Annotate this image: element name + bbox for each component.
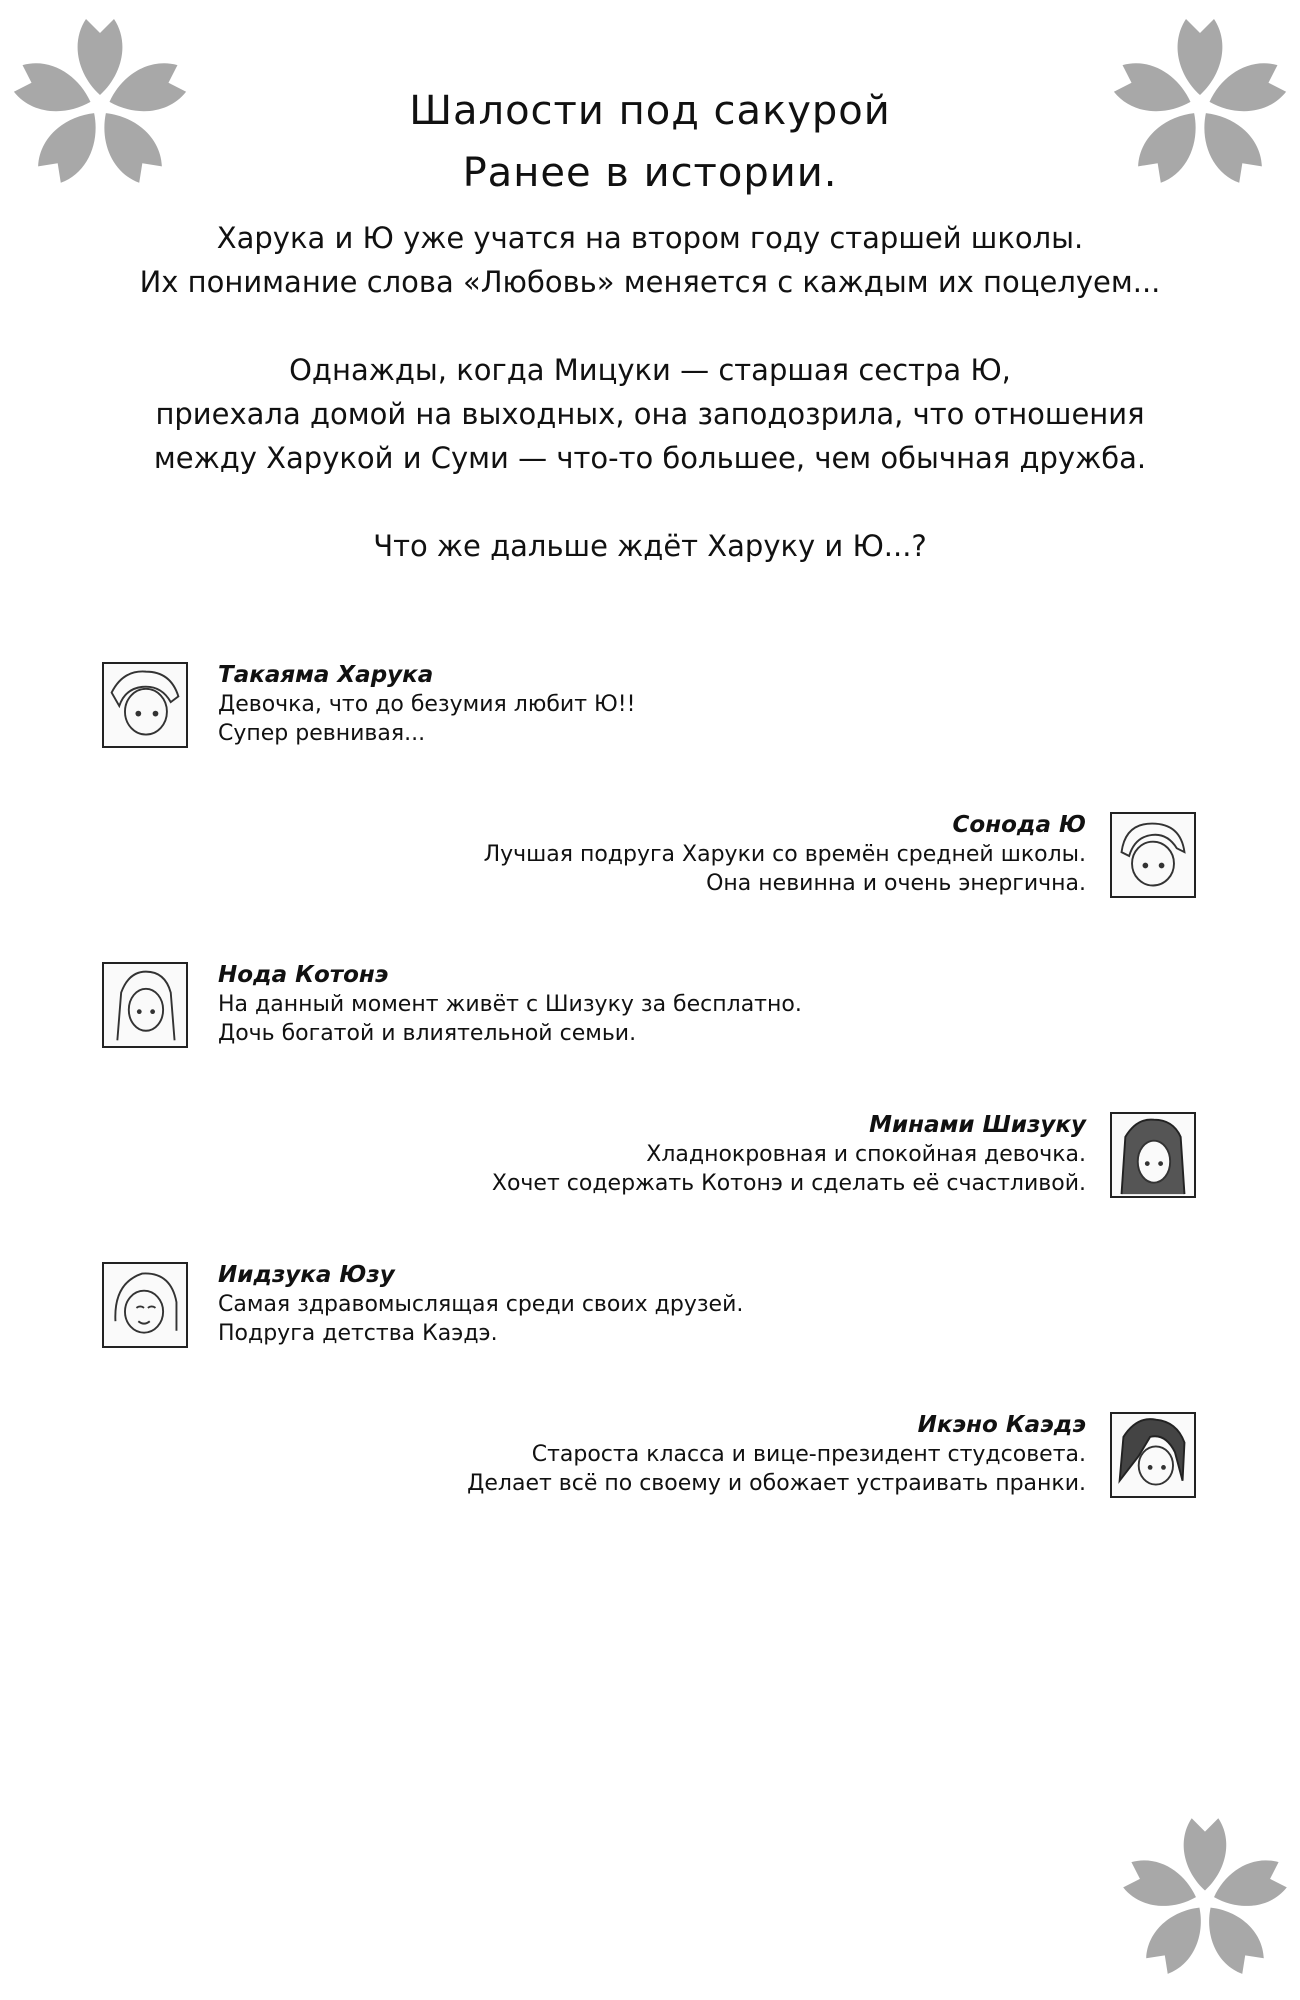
summary-line: приехала домой на выходных, она заподозрила, что отношения [155, 397, 1145, 431]
character-description [492, 1140, 1086, 1198]
portrait-shizuku [1110, 1112, 1196, 1198]
portrait-yuzu [102, 1262, 188, 1348]
description-line: Подруга детства Каэдэ. [218, 1321, 498, 1346]
summary-paragraph-1 [0, 216, 1300, 304]
description-line: Хладнокровная и спокойная девочка. [646, 1142, 1086, 1167]
character-description [218, 690, 635, 748]
description-line: Делает всё по своему и обожает устраивать пранки. [467, 1471, 1086, 1496]
character-entry-yuzu [0, 1262, 1300, 1362]
description-line: Она невинна и очень энергична. [706, 871, 1086, 896]
description-line: Самая здравомыслящая среди своих друзей. [218, 1292, 744, 1317]
character-entry-kotone [0, 962, 1300, 1062]
sakura-flower-icon-bottom-right [1110, 1800, 1300, 2000]
portrait-kaede [1110, 1412, 1196, 1498]
character-entry-shizuku [0, 1112, 1300, 1212]
description-line: Староста класса и вице-президент студсовета. [531, 1442, 1086, 1467]
character-name: Такаяма Харука [218, 662, 434, 688]
description-line: Девочка, что до безумия любит Ю!! [218, 692, 636, 717]
summary-line: Что же дальше ждёт Харуку и Ю...? [373, 529, 927, 563]
summary-line: Харука и Ю уже учатся на втором году старшей школы. [216, 221, 1084, 255]
title-line-2: Ранее в истории. [462, 150, 838, 196]
character-name: Иидзука Юзу [218, 1262, 395, 1288]
summary-line: Однажды, когда Мицуки — старшая сестра Ю, [289, 353, 1011, 387]
description-line: Дочь богатой и влиятельной семьи. [218, 1021, 637, 1046]
summary-line: между Харукой и Суми — что-то большее, чем обычная дружба. [153, 441, 1147, 475]
character-description [218, 1290, 743, 1348]
summary-line: Их понимание слова «Любовь» меняется с каждым их поцелуем... [139, 265, 1161, 299]
summary-paragraph-3 [0, 524, 1300, 568]
character-description [484, 840, 1086, 898]
title-line-1: Шалости под сакурой [409, 88, 891, 134]
character-description [467, 1440, 1086, 1498]
character-description [218, 990, 802, 1048]
story-summary [0, 216, 1300, 612]
character-entry-haruka [0, 662, 1300, 762]
portrait-yu [1110, 812, 1196, 898]
portrait-kotone [102, 962, 188, 1048]
character-name: Икэно Каэдэ [917, 1412, 1086, 1438]
character-entry-yu [0, 812, 1300, 912]
description-line: На данный момент живёт с Шизуку за бесплатно. [218, 992, 802, 1017]
character-entry-kaede [0, 1412, 1300, 1512]
character-name: Минами Шизуку [869, 1112, 1086, 1138]
page-title [0, 80, 1300, 204]
description-line: Хочет содержать Котонэ и сделать её счастливой. [491, 1171, 1086, 1196]
summary-paragraph-2 [0, 348, 1300, 480]
portrait-haruka [102, 662, 188, 748]
character-name: Нода Котонэ [218, 962, 389, 988]
description-line: Лучшая подруга Харуки со времён средней школы. [483, 842, 1086, 867]
description-line: Супер ревнивая... [218, 721, 426, 746]
character-name: Сонода Ю [952, 812, 1086, 838]
